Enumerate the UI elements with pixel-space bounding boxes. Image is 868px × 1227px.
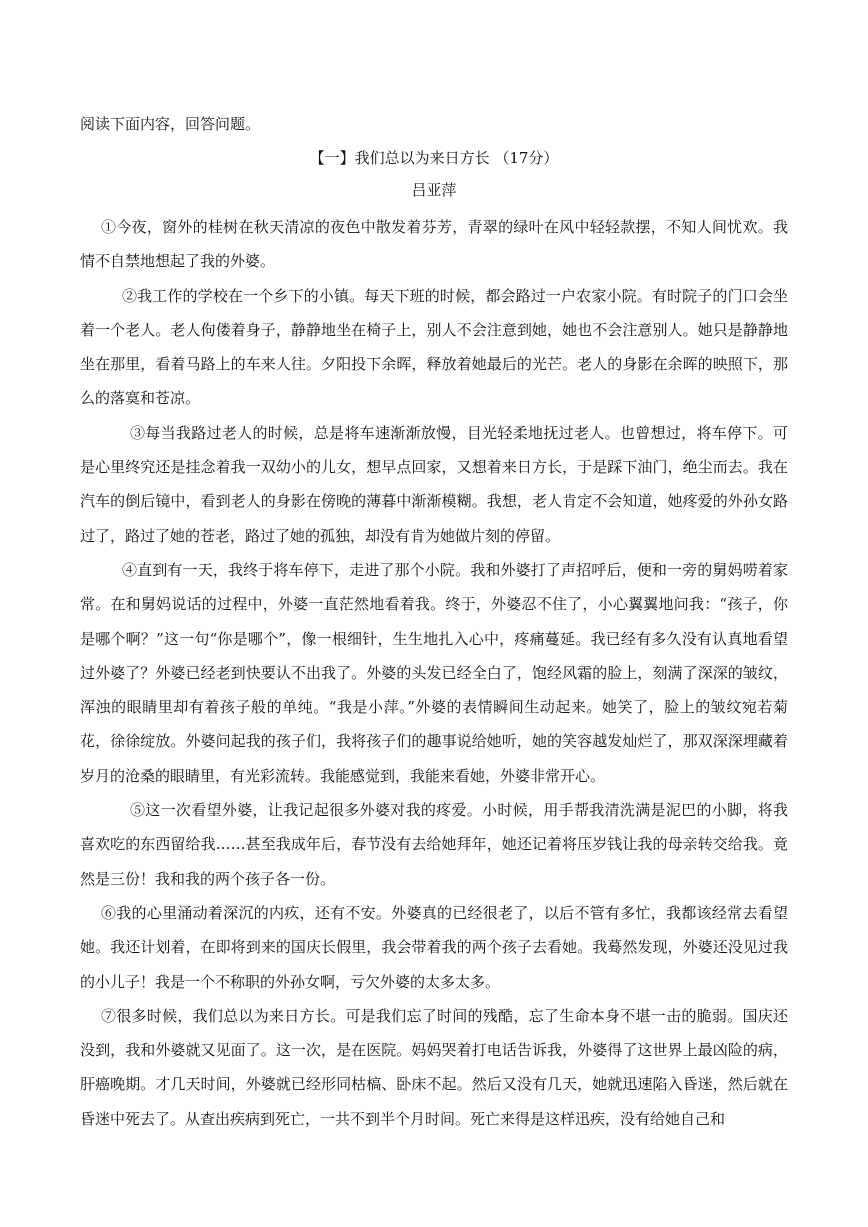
paragraph-1: ①今夜，窗外的桂树在秋天清凉的夜色中散发着芬芳，青翠的绿叶在风中轻轻款摆，不知人间忧欢。我情不自禁地想起了我的外婆。 xyxy=(80,218,788,271)
paragraph-5: ⑤这一次看望外婆，让我记起很多外婆对我的疼爱。小时候，用手帮我清洗满是泥巴的小脚，将我喜欢吃的东西留给我……甚至我成年后，春节没有去给她拜年，她还记着将压岁钱让我的母亲转交给我。竟然是三份！我和我的两个孩子各一份。 xyxy=(80,801,788,888)
paragraph-7: ⑦很多时候，我们总以为来日方长。可是我们忘了时间的残酷，忘了生命本身不堪一击的脆弱。国庆还没到，我和外婆就又见面了。这一次，是在医院。妈妈哭着打电话告诉我，外婆得了这世界上最凶险的病，肝癌晚期。才几天时间，外婆就已经形同枯槁、卧床不起。然后又没有几天，她就迅速陷入昏迷，然后就在昏迷中死去了。从查出疾病到死亡，一共不到半个月时间。死亡来得是这样迅疾，没有给她自己和 xyxy=(80,1006,788,1128)
article-title: 【一】我们总以为来日方长 （17分） xyxy=(309,149,559,167)
paragraph-2: ②我工作的学校在一个乡下的小镇。每天下班的时候，都会路过一户农家小院。有时院子的门口会坐着一个老人。老人佝偻着身子，静静地坐在椅子上，别人不会注意到她，她也不会注意别人。她只是静静地坐在那里，看着马路上的车来人往。夕阳投下余晖，释放着她最后的光芒。老人的身影在余晖的映照下，那么的落寞和苍凉。 xyxy=(80,286,788,408)
question-instruction: 阅读下面内容，回答问题。 xyxy=(80,115,261,133)
article-body xyxy=(80,210,788,1136)
paragraph-3: ③每当我路过老人的时候，总是将车速渐渐放慢，目光轻柔地抚过老人。也曾想过，将车停下。可是心里终究还是挂念着我一双幼小的儿女，想早点回家，又想着来日方长，于是踩下油门，绝尘而去。我在汽车的倒后镜中，看到老人的身影在傍晚的薄暮中渐渐模糊。我想，老人肯定不会知道，她疼爱的外孙女路过了，路过了她的苍老，路过了她的孤独，却没有肯为她做片刻的停留。 xyxy=(80,423,788,545)
paragraph-4: ④直到有一天，我终于将车停下，走进了那个小院。我和外婆打了声招呼后，便和一旁的舅妈唠着家常。在和舅妈说话的过程中，外婆一直茫然地看着我。终于，外婆忍不住了，小心翼翼地问我：“孩子，你是哪个啊？”这一句“你是哪个”，像一根细针，生生地扎入心中，疼痛蔓延。我已经有多久没有认真地看望过外婆了？外婆已经老到快要认不出我了。外婆的头发已经全白了，饱经风霜的脸上，刻满了深深的皱纹，浑浊的眼睛里却有着孩子般的单纯。“我是小萍。”外婆的表情瞬间生动起来。她笑了，脸上的皱纹宛若菊花，徐徐绽放。外婆问起我的孩子们，我将孩子们的趣事说给她听，她的笑容越发灿烂了，那双深深埋藏着岁月的沧桑的眼睛里，有光彩流转。我能感觉到，我能来看她，外婆非常开心。 xyxy=(80,560,788,785)
article-author: 吕亚萍 xyxy=(411,181,457,199)
paragraph-6: ⑥我的心里涌动着深沉的内疚，还有不安。外婆真的已经很老了，以后不管有多忙，我都该经常去看望她。我还计划着，在即将到来的国庆长假里，我会带着我的两个孩子去看她。我蓦然发现，外婆还没见过我的小儿子！我是一个不称职的外孙女啊，亏欠外婆的太多太多。 xyxy=(80,903,788,991)
